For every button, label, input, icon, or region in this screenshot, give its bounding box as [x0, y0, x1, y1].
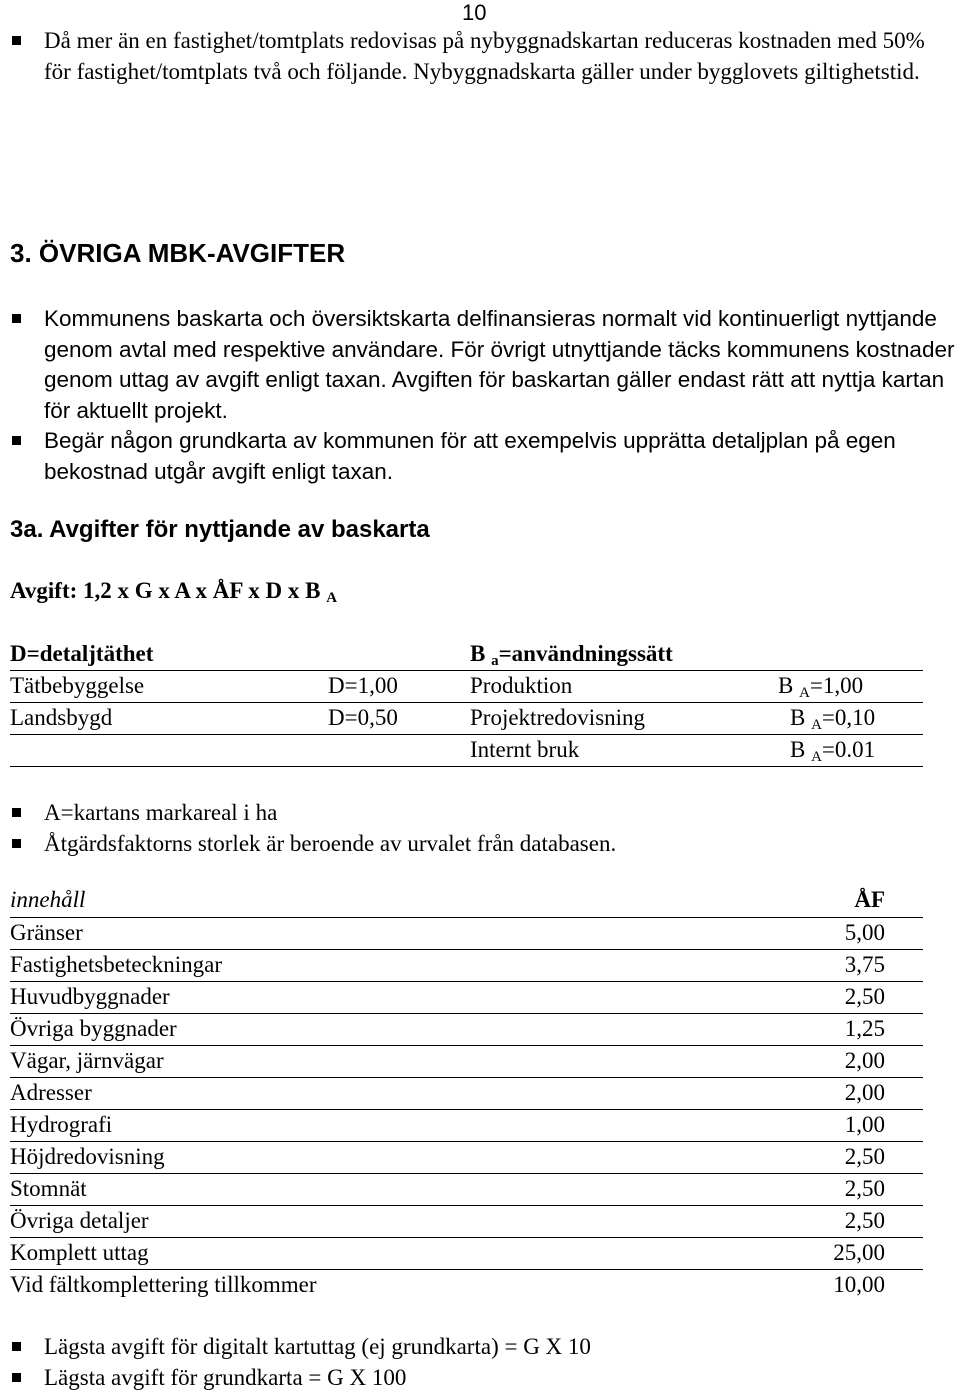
table-cell: Projektredovisning [470, 705, 646, 730]
intro-bullet-list [10, 26, 955, 87]
table-divider [10, 702, 923, 703]
table-divider [10, 766, 923, 767]
square-bullet-icon [12, 436, 21, 445]
bullet-text: Lägsta avgift för grundkarta = G X 100 [44, 1364, 407, 1390]
table-cell: B $_A$=1,00 [778, 673, 864, 701]
table-divider [10, 734, 923, 735]
table-cell: Produktion [470, 673, 573, 698]
table-row-label: Fastighetsbeteckningar [10, 952, 223, 977]
list-item [10, 304, 955, 426]
d-table-header: D=detaljtäthet [10, 641, 154, 666]
table-row-label: Vägar, järnvägar [10, 1048, 164, 1073]
subsection-heading: 3a. Avgifter för nyttjande av baskarta [10, 516, 430, 543]
table-divider [10, 1077, 923, 1078]
table-divider [10, 1013, 923, 1014]
af-table-header-value: ÅF [854, 887, 885, 912]
table-row-value: 1,00 [844, 1112, 885, 1137]
bullet-text: Kommunens baskarta och översiktskarta delfinansieras normalt vid kontinuerligt nyttjande genom avtal med respektive användare. För övrigt utnyttjande täcks kommunens kostnader genom uttag av avgift enligt taxan. Avgiften för baskartan gäller endast rätt att nyttja kartan för aktuellt projekt. [44, 306, 955, 423]
table-row-value: 25,00 [833, 1240, 885, 1265]
table-row-value: 3,75 [844, 952, 885, 977]
table-cell: D=0,50 [328, 705, 398, 730]
table-row-value: 2,00 [844, 1048, 885, 1073]
table-row-value: 2,50 [844, 1176, 885, 1201]
list-item [10, 26, 955, 87]
list-item [10, 829, 955, 860]
list-item [10, 798, 955, 829]
table-divider [10, 917, 923, 918]
table-row-value: 1,25 [844, 1016, 885, 1041]
square-bullet-icon [12, 839, 21, 848]
fee-formula: Avgift: 1,2 x G x A x ÅF x D x B $_A$ [10, 578, 338, 606]
table-row-label: Hydrografi [10, 1112, 113, 1137]
section-heading: 3. ÖVRIGA MBK-AVGIFTER [10, 238, 346, 268]
table-row-label: Huvudbyggnader [10, 984, 170, 1009]
table-row-value: 10,00 [833, 1272, 885, 1297]
table-cell: D=1,00 [328, 673, 398, 698]
table-divider [10, 1205, 923, 1206]
square-bullet-icon [12, 1373, 21, 1382]
table-row-label: Gränser [10, 920, 83, 945]
list-item [10, 426, 955, 487]
table-divider [10, 1269, 923, 1270]
table-divider [10, 1173, 923, 1174]
square-bullet-icon [12, 1342, 21, 1351]
page-number: 10 [462, 0, 487, 25]
table-cell: B $_A$=0.01 [790, 737, 876, 765]
table-row-value: 2,50 [844, 984, 885, 1009]
table-row-value: 2,50 [844, 1144, 885, 1169]
table-divider [10, 981, 923, 982]
bullet-text: Då mer än en fastighet/tomtplats redovisas på nybyggnadskartan reduceras kostnaden med 50% för fastighet/tomtplats två och följande. Nybyggnadskarta gäller under bygglovets giltighetstid. [44, 28, 925, 84]
table-cell: Landsbygd [10, 705, 113, 730]
table-row-label: Övriga byggnader [10, 1016, 177, 1041]
table-row-label: Stomnät [10, 1176, 87, 1201]
bullet-text: Lägsta avgift för digitalt kartuttag (ej grundkarta) = G X 10 [44, 1334, 591, 1359]
table-divider [10, 1237, 923, 1238]
square-bullet-icon [12, 314, 21, 323]
square-bullet-icon [12, 36, 21, 45]
table-row-label: Höjdredovisning [10, 1144, 165, 1169]
section3-bullet-list [10, 304, 955, 487]
table-row-label: Adresser [10, 1080, 92, 1105]
bullet-text: Åtgärdsfaktorns storlek är beroende av urvalet från databasen. [44, 830, 617, 856]
table-divider [10, 1141, 923, 1142]
table-row-label: Vid fältkomplettering tillkommer [10, 1272, 317, 1297]
bullet-text: Begär någon grundkarta av kommunen för att exempelvis upprätta detaljplan på egen bekostnad utgår avgift enligt taxan. [44, 428, 896, 484]
table-cell: Tätbebyggelse [10, 673, 145, 698]
bullet-text: A=kartans markareal i ha [44, 800, 278, 825]
list-item [10, 1363, 955, 1394]
table-row-value: 5,00 [844, 920, 885, 945]
footer-bullet-list [10, 1332, 955, 1393]
ba-table-header: B $_a$=användningssätt [470, 641, 673, 669]
square-bullet-icon [12, 808, 21, 817]
af-table-header-label: innehåll [10, 887, 86, 912]
table-row-value: 2,00 [844, 1080, 885, 1105]
table-cell: B $_A$=0,10 [790, 705, 876, 733]
notes-bullet-list [10, 798, 955, 859]
table-divider [10, 1045, 923, 1046]
table-divider [10, 670, 923, 671]
table-divider [10, 1109, 923, 1110]
table-cell: Internt bruk [470, 737, 580, 762]
table-row-value: 2,50 [844, 1208, 885, 1233]
list-item [10, 1332, 955, 1363]
table-row-label: Övriga detaljer [10, 1208, 149, 1233]
table-row-label: Komplett uttag [10, 1240, 149, 1265]
table-divider [10, 949, 923, 950]
